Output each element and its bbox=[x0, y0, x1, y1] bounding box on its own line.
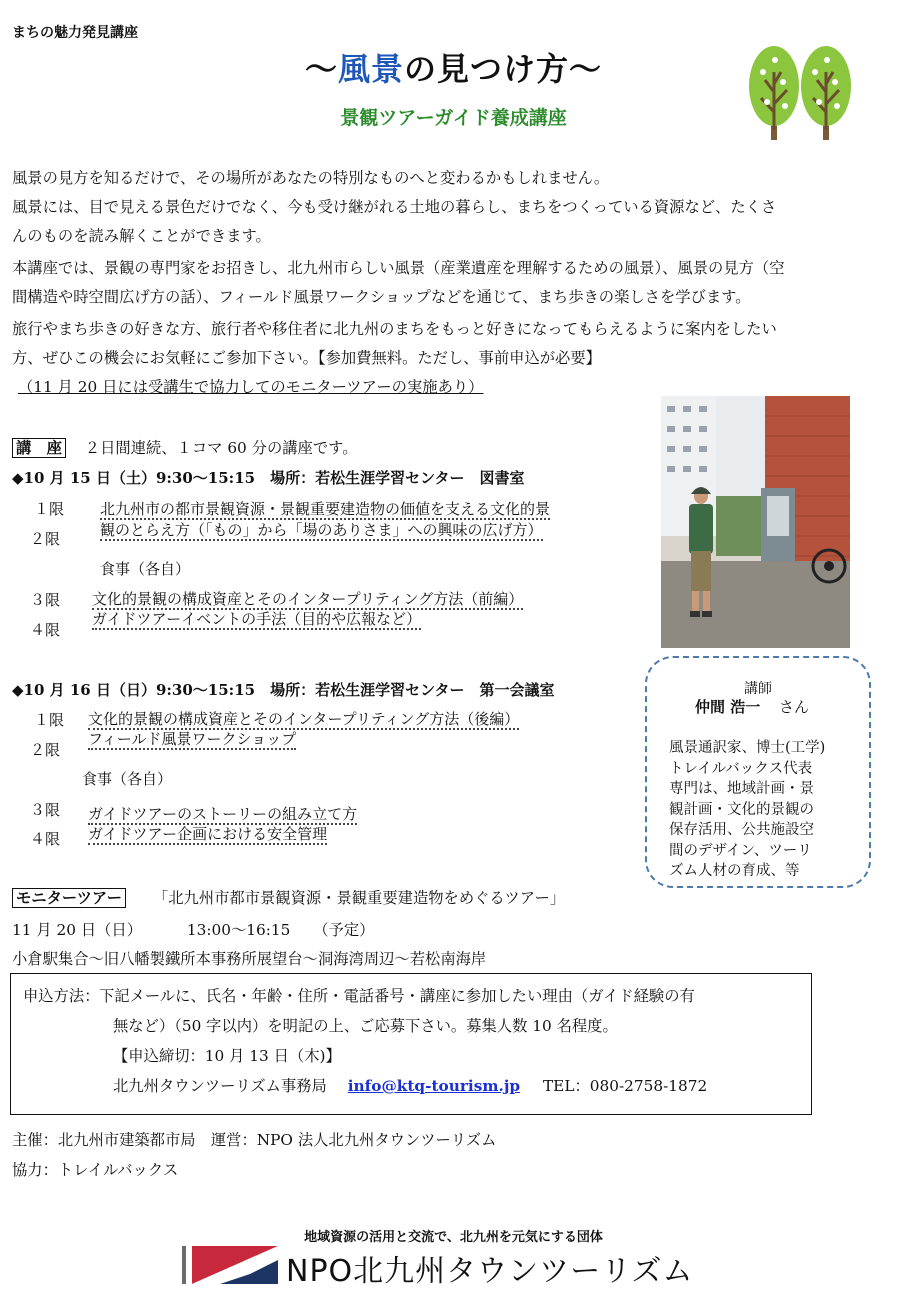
day2-topic-4: ガイドツアー企画における安全管理 bbox=[88, 825, 328, 843]
instructor-honorific: さん bbox=[779, 698, 810, 716]
photo-illustration bbox=[661, 396, 850, 648]
course-label: 講 座 bbox=[12, 438, 66, 458]
day1-topic-34 bbox=[92, 589, 523, 629]
apply-deadline: 【申込締切：10 月 13 日（木)】 bbox=[113, 1047, 341, 1065]
email-link[interactable]: info@ktq-tourism.jp bbox=[347, 1077, 521, 1095]
day1-period-4: ４限 bbox=[29, 621, 60, 639]
day2-topic-34 bbox=[88, 804, 357, 844]
instructor-role: 講師 bbox=[744, 681, 772, 697]
monitor-label: モニターツアー bbox=[12, 888, 126, 908]
day2-topic-3: ガイドツアーのストーリーの組み立て方 bbox=[88, 805, 358, 823]
day1-topic-12 bbox=[100, 499, 550, 541]
bio-line: 保存活用、公共施設空 bbox=[669, 822, 814, 838]
instructor-photo bbox=[661, 396, 850, 648]
logo-wordmark: NPO北九州タウンツーリズム bbox=[286, 1254, 694, 1289]
monitor-time: 13:00～16:15 bbox=[186, 921, 291, 939]
day2-period-4: ４限 bbox=[29, 830, 60, 848]
cooperation: 協力：トレイルバックス bbox=[12, 1161, 179, 1179]
kicker: まちの魅力発見講座 bbox=[12, 25, 138, 41]
npo-logo-mark bbox=[180, 1244, 280, 1286]
monitor-schedule bbox=[12, 918, 374, 940]
bio-line: 専門は、地域計画・景 bbox=[669, 781, 814, 797]
monitor-time-note: （予定） bbox=[313, 921, 375, 939]
bio-line: 間のデザイン、ツーリ bbox=[669, 842, 812, 859]
day2-period-1: １限 bbox=[33, 711, 64, 729]
title-rest: の見つけ方～ bbox=[404, 50, 603, 88]
day1-period-3: ３限 bbox=[29, 591, 60, 609]
course-desc: ２日間連続、１コマ 60 分の講座です。 bbox=[84, 439, 358, 457]
monitor-title: 「北九州市都市景観資源・景観重要建造物をめぐるツアー」 bbox=[152, 889, 566, 907]
intro-line-1: 風景の見方を知るだけで、その場所があなたの特別なものへと変わるかもしれません。 bbox=[12, 169, 610, 187]
day2-period-2: ２限 bbox=[29, 741, 60, 759]
bio-line: 風景通訳家、博士(工学) bbox=[669, 740, 826, 756]
apply-line-1: 下記メールに、氏名・年齢・住所・電話番号・講座に参加したい理由（ガイド経験の有 bbox=[99, 987, 695, 1005]
monitor-route: 小倉駅集合～旧八幡製鐵所本事務所展望台～洞海湾周辺～若松南海岸 bbox=[12, 950, 487, 968]
trees-illustration bbox=[745, 42, 855, 140]
day1-meal: 食事（各自） bbox=[100, 560, 191, 578]
apply-office: 北九州タウンツーリズム事務局 bbox=[113, 1077, 327, 1095]
day2-period-3: ３限 bbox=[29, 801, 60, 819]
day1-period-2: ２限 bbox=[29, 530, 60, 548]
day2-topic-1: 文化的景観の構成資産とそのインタープリティング方法（後編） bbox=[88, 710, 520, 728]
bio-line: ズム人材の育成、等 bbox=[669, 863, 800, 879]
monitor-row bbox=[12, 886, 565, 908]
monitor-date: 11 月 20 日（日） bbox=[12, 921, 143, 939]
instructor-box bbox=[645, 656, 871, 888]
title-highlight: 風景 bbox=[337, 50, 404, 88]
application-box bbox=[10, 973, 812, 1115]
day1-topic-4: ガイドツアーイベントの手法（目的や広報など） bbox=[92, 610, 422, 628]
intro-line-7: 方、ぜひこの機会にお気軽にご参加下さい。【参加費無料。ただし、事前申込が必要】 bbox=[12, 349, 601, 367]
day1-period-1: １限 bbox=[33, 500, 64, 518]
bio-line: トレイルバックス代表 bbox=[669, 760, 813, 777]
intro-line-5: 間構造や時空間広げ方の話）、フィールド風景ワークショップなどを通じて、まち歩きの楽しさを学びます。 bbox=[12, 288, 751, 306]
instructor-name-row bbox=[695, 696, 809, 717]
day1-heading: ◆10 月 15 日（土）9:30～15:15 場所：若松生涯学習センター 図書室 bbox=[12, 469, 525, 487]
course-label-row bbox=[12, 436, 358, 458]
day1-topic-3: 文化的景観の構成資産とそのインタープリティング方法（前編） bbox=[92, 590, 524, 608]
page-subtitle: 景観ツアーガイド養成講座 bbox=[340, 107, 567, 129]
apply-contact bbox=[113, 1074, 707, 1096]
instructor-bio bbox=[669, 738, 825, 882]
bio-line: 観計画・文化的景観の bbox=[669, 801, 814, 818]
apply-tel: TEL：080-2758-1872 bbox=[542, 1077, 708, 1095]
intro-line-2: 風景には、目で見える景色だけでなく、今も受け継がれる土地の暮らし、まちをつくっている資源など、たくさ bbox=[12, 198, 777, 216]
title-prefix: ～ bbox=[304, 50, 338, 88]
apply-line-2: 無など）（50 字以内）を明記の上、ご応募下さい。募集人数 10 名程度。 bbox=[113, 1017, 618, 1035]
apply-label: 申込方法： bbox=[23, 987, 100, 1005]
tagline: 地域資源の活用と交流で、北九州を元気にする団体 bbox=[304, 1230, 603, 1245]
day1-topic-12b: 観のとらえ方（「もの」から「場のありさま」への興味の広げ方） bbox=[100, 521, 543, 539]
monitor-note: （11 月 20 日には受講生で協力してのモニターツアーの実施あり） bbox=[18, 378, 484, 396]
day2-meal: 食事（各自） bbox=[82, 770, 173, 788]
organizer: 主催：北九州市建築都市局 運営：NPO 法人北九州タウンツーリズム bbox=[12, 1131, 497, 1149]
day2-topic-12 bbox=[88, 709, 519, 749]
instructor-name: 仲間 浩一 bbox=[695, 698, 761, 716]
day2-heading: ◆10 月 16 日（日）9:30～15:15 場所：若松生涯学習センター 第一会議室 bbox=[12, 681, 555, 699]
intro-line-4: 本講座では、景観の専門家をお招きし、北九州市らしい風景（産業遺産を理解するための風景）、風景の見方（空 bbox=[12, 259, 785, 277]
intro-line-6: 旅行やまち歩きの好きな方、旅行者や移住者に北九州のまちをもっと好きになってもらえるように案内をしたい bbox=[12, 320, 777, 338]
day1-topic-12a: 北九州市の都市景観資源・景観重要建造物の価値を支える文化的景 bbox=[100, 500, 551, 518]
day2-topic-2: フィールド風景ワークショップ bbox=[88, 730, 297, 748]
intro-line-3: んのものを読み解くことができます。 bbox=[12, 227, 271, 245]
